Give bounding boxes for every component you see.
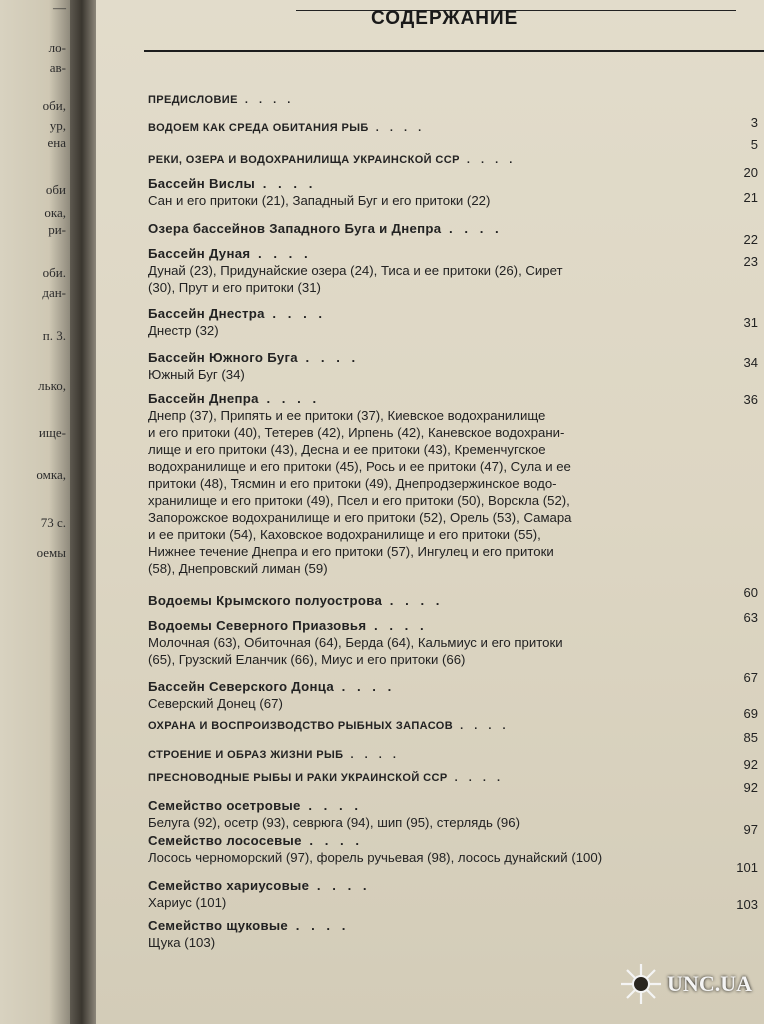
page-title: СОДЕРЖАНИЕ bbox=[371, 8, 519, 29]
toc-entry bbox=[148, 175, 708, 209]
leader-dots: . . . . bbox=[368, 122, 426, 134]
left-page-text-fragment: оемы bbox=[36, 545, 66, 560]
left-page-text-fragment: омка, bbox=[36, 467, 66, 482]
toc-entry bbox=[148, 349, 708, 383]
toc-entry-title: Водоемы Крымского полуострова bbox=[148, 593, 383, 608]
toc-entry-title: Бассейн Северского Донца bbox=[148, 679, 334, 694]
toc-entry-detail: (58), Днепровский лиман (59) bbox=[148, 561, 328, 576]
leader-dots: . . . . bbox=[453, 720, 510, 732]
toc-entry bbox=[148, 152, 708, 169]
toc-entry bbox=[148, 617, 708, 668]
toc-entry-title: Семейство осетровые bbox=[148, 798, 301, 813]
toc-entry-detail: лище и его притоки (43), Десна и ее притоки (43), Кременчугское bbox=[148, 442, 546, 457]
left-page-text-fragment: оби. bbox=[42, 265, 66, 280]
toc-entry-detail: Днестр (32) bbox=[148, 323, 219, 338]
toc-page-number: 92 bbox=[743, 780, 758, 795]
contents-page bbox=[96, 0, 764, 1024]
toc-entry-title: РЕКИ, ОЗЕРА И ВОДОХРАНИЛИЩА УКРАИНСКОЙ ССР bbox=[148, 154, 460, 166]
left-page-text-fragment: ав- bbox=[49, 60, 66, 75]
leader-dots: . . . . bbox=[366, 618, 428, 633]
toc-entry-detail: Лосось черноморский (97), форель ручьевая (98), лосось дунайский (100) bbox=[148, 850, 603, 865]
toc-entry-title: ОХРАНА И ВОСПРОИЗВОДСТВО РЫБНЫХ ЗАПАСОВ bbox=[148, 720, 454, 732]
left-page-text-fragment: дан- bbox=[42, 285, 66, 300]
toc-entry bbox=[148, 832, 708, 866]
left-page-text-fragment: 73 с. bbox=[40, 515, 66, 530]
toc-page-number: 67 bbox=[743, 670, 758, 685]
leader-dots: . . . . bbox=[250, 246, 312, 261]
leader-dots: . . . . bbox=[459, 154, 517, 166]
toc-page-number: 69 bbox=[743, 706, 758, 721]
toc-entry-title: Озера бассейнов Западного Буга и Днепра bbox=[148, 221, 442, 236]
toc-entry-title: СТРОЕНИЕ И ОБРАЗ ЖИЗНИ РЫБ bbox=[148, 749, 344, 761]
toc-entry-detail: Нижнее течение Днепра и его притоки (57), Ингулец и его притоки bbox=[148, 544, 554, 559]
left-page-text-fragment: оби, bbox=[42, 98, 66, 113]
toc-entry-title: Бассейн Вислы bbox=[148, 176, 256, 191]
toc-entry-title: ПРЕДИСЛОВИЕ bbox=[148, 94, 238, 106]
toc-page-number: 97 bbox=[743, 822, 758, 837]
toc-entry-detail: (65), Грузский Еланчик (66), Миус и его притоки (66) bbox=[148, 652, 466, 667]
toc-entry-detail: Сан и его притоки (21), Западный Буг и его притоки (22) bbox=[148, 193, 491, 208]
toc-page-number: 63 bbox=[743, 610, 758, 625]
book-gutter bbox=[70, 0, 96, 1024]
toc-entry bbox=[148, 797, 708, 831]
left-page-text-fragment: ока, bbox=[44, 205, 66, 220]
toc-entry-detail: и ее притоки (54), Каховское водохранилище и его притоки (55), bbox=[148, 527, 541, 542]
toc-page-number: 101 bbox=[736, 860, 758, 875]
left-page-text-fragment: лько, bbox=[38, 378, 66, 393]
toc-page-number: 31 bbox=[743, 315, 758, 330]
toc-page-number: 36 bbox=[743, 392, 758, 407]
toc-entry-detail: Северский Донец (67) bbox=[148, 696, 283, 711]
leader-dots: . . . . bbox=[343, 749, 400, 761]
left-page-text-fragment: ур, bbox=[49, 118, 66, 133]
toc-entry bbox=[148, 390, 708, 577]
left-page-text-fragment: ище- bbox=[38, 425, 66, 440]
leader-dots: . . . . bbox=[288, 918, 350, 933]
toc-entry-title: Семейство лососевые bbox=[148, 833, 302, 848]
toc-page-number: 5 bbox=[750, 137, 758, 152]
leader-dots: . . . . bbox=[333, 679, 396, 694]
toc-entry bbox=[148, 678, 708, 712]
toc-entry-detail: и его притоки (40), Тетерев (42), Ирпень (42), Каневское водохрани- bbox=[148, 425, 565, 440]
toc-entry-detail: Щука (103) bbox=[148, 935, 216, 950]
toc-entry-title: Бассейн Днестра bbox=[148, 306, 265, 321]
toc-entry-title: Бассейн Дуная bbox=[148, 246, 251, 261]
toc-page-number: 92 bbox=[743, 757, 758, 772]
left-page-text-fragment: ло- bbox=[48, 40, 66, 55]
left-page-text-fragment: ена bbox=[47, 135, 66, 150]
leader-dots: . . . . bbox=[258, 391, 321, 406]
leader-dots: . . . . bbox=[447, 772, 505, 784]
toc-entry-detail: Дунай (23), Придунайские озера (24), Тиса и ее притоки (26), Сирет bbox=[148, 263, 563, 278]
toc-entry bbox=[148, 770, 708, 787]
toc-entry bbox=[148, 120, 708, 137]
toc-entry-detail: притоки (48), Тясмин и его притоки (49), Днепродзержинское водо- bbox=[148, 476, 557, 491]
leader-dots: . . . . bbox=[297, 350, 360, 365]
toc-entry-detail: Днепр (37), Припять и ее притоки (37), Киевское водохранилище bbox=[148, 408, 546, 423]
toc-entry-detail: Молочная (63), Обиточная (64), Берда (64), Кальмиус и его притоки bbox=[148, 635, 563, 650]
toc-page-number: 60 bbox=[743, 585, 758, 600]
toc-entry-detail: Южный Буг (34) bbox=[148, 367, 245, 382]
toc-entry-title: Бассейн Южного Буга bbox=[148, 350, 298, 365]
toc-page-number: 3 bbox=[750, 115, 758, 130]
toc-entry bbox=[148, 917, 708, 951]
toc-entry-detail: Белуга (92), осетр (93), севрюга (94), шип (95), стерлядь (96) bbox=[148, 815, 520, 830]
toc-entry-detail: Хариус (101) bbox=[148, 895, 227, 910]
leader-dots: . . . . bbox=[300, 798, 362, 813]
toc-entry bbox=[148, 245, 708, 296]
toc-page-number: 21 bbox=[743, 190, 758, 205]
leader-dots: . . . . bbox=[255, 176, 317, 191]
toc-page-number: 22 bbox=[743, 232, 758, 247]
leader-dots: . . . . bbox=[237, 94, 295, 106]
toc-entry bbox=[148, 92, 708, 109]
toc-entry-title: Семейство щуковые bbox=[148, 918, 289, 933]
toc-entry-detail: водохранилище и его притоки (45), Рось и ее притоки (47), Сула и ее bbox=[148, 459, 571, 474]
left-page-text-fragment: оби bbox=[45, 182, 66, 197]
leader-dots: . . . . bbox=[382, 593, 444, 608]
toc-entry-detail: Запорожское водохранилище и его притоки (52), Орель (53), Самара bbox=[148, 510, 572, 525]
toc-entry-title: Бассейн Днепра bbox=[148, 391, 259, 406]
toc-entry bbox=[148, 877, 708, 911]
toc-page-number: 20 bbox=[743, 165, 758, 180]
toc-entry-detail: хранилище и его притоки (49), Псел и его притоки (50), Ворскла (52), bbox=[148, 493, 570, 508]
toc-entry-title: Семейство хариусовые bbox=[148, 878, 310, 893]
toc-page-number: 85 bbox=[743, 730, 758, 745]
leader-dots: . . . . bbox=[441, 221, 503, 236]
toc-entry-title: ПРЕСНОВОДНЫЕ РЫБЫ И РАКИ УКРАИНСКОЙ ССР bbox=[148, 772, 448, 784]
toc-entry-title: Водоемы Северного Приазовья bbox=[148, 618, 367, 633]
toc-entry bbox=[148, 220, 708, 237]
watermark-text: UNC.UA bbox=[667, 971, 752, 996]
toc-page-number: 34 bbox=[743, 355, 758, 370]
toc-entry bbox=[148, 592, 708, 609]
leader-dots: . . . . bbox=[264, 306, 327, 321]
toc-entry bbox=[148, 747, 708, 764]
toc-entry bbox=[148, 305, 708, 339]
watermark bbox=[619, 962, 752, 1006]
leader-dots: . . . . bbox=[309, 878, 371, 893]
left-page-text-fragment: ри- bbox=[48, 222, 66, 237]
toc-entry-title: ВОДОЕМ КАК СРЕДА ОБИТАНИЯ РЫБ bbox=[148, 122, 369, 134]
toc-page-number: 103 bbox=[736, 897, 758, 912]
left-page-text-fragment: п. 3. bbox=[42, 328, 66, 343]
toc-entry bbox=[148, 718, 708, 735]
title-underline bbox=[144, 50, 764, 52]
left-page-text-fragment: — bbox=[53, 0, 66, 15]
leader-dots: . . . . bbox=[301, 833, 364, 848]
left-page-edge bbox=[0, 0, 70, 1024]
toc-entry-detail: (30), Прут и его притоки (31) bbox=[148, 280, 321, 295]
toc-page-number: 23 bbox=[743, 254, 758, 269]
sunburst-logo-icon bbox=[619, 962, 663, 1006]
